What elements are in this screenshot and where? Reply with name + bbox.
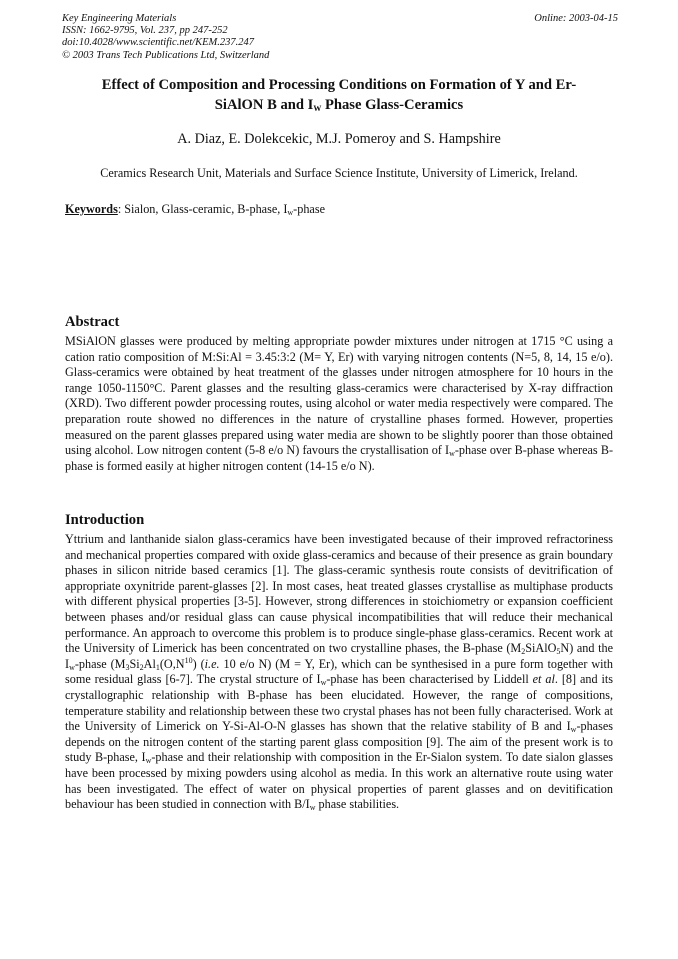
intro-part: Yttrium and lanthanide sialon glass-ceramics have been investigated because of their improved refractoriness and mechanical properties compared with oxide glass-ceramics and because of their presence as grain boundary phases in silicon nitride based ceramics [1]. The glass-ceramic synthesis route consists of devitrification of appropriate oxynitride parent-glasses [2]. In most cases, heat treated glasses crystallise as multiphase products with different physical properties [3-5]. However, strong differences in stoichiometry or expansion coefficient between phases and/or residual glass can cause physical incompatibilities that will reduce their mechanical performance. An approach to overcome this problem is to produce single-phase glass-ceramics. Recent work at the University of Limerick has been concentrated on two crystalline phases, the B-phase (M <box>65 532 613 656</box>
journal-header <box>62 13 618 62</box>
keywords <box>65 202 325 217</box>
keywords-subscript: w <box>287 208 294 217</box>
affiliation: Ceramics Research Unit, Materials and Surface Science Institute, University of Limerick, Ireland. <box>100 166 578 180</box>
keywords-colon: : <box>117 202 122 216</box>
intro-part: -phase and their relationship with composition in the Er-Sialon system. To date sialon glasses have been processed by mixing powders using alcohol as media. In this work an alternative route using water has been investigated. The effect of water on physical properties of parent glasses and on devitification behaviour has been studied in connection with B/I <box>65 750 614 812</box>
intro-sub: 3 <box>125 662 130 672</box>
keywords-text-end: -phase <box>293 202 325 216</box>
intro-sub: 2 <box>521 647 526 657</box>
doi-line[interactable]: doi:10.4028/www.scientific.net/KEM.237.247 <box>62 37 254 49</box>
intro-sub: 1 <box>155 662 160 672</box>
intro-sub: w <box>69 662 75 672</box>
title-subscript: W <box>313 104 322 113</box>
intro-italic: i.e. <box>204 656 220 671</box>
intro-part: -phases depends on the nitrogen content of the starting parent glass composition [9]. The aim of the present work is to study B-phase, I <box>65 719 613 765</box>
intro-part: Si <box>129 656 140 671</box>
authors: A. Diaz, E. Dolekcekic, M.J. Pomeroy and S. Hampshire <box>177 131 501 147</box>
intro-part: phase stabilities. <box>315 797 400 812</box>
abstract-heading: Abstract <box>65 314 120 330</box>
intro-sup: 10 <box>184 655 193 665</box>
intro-part: ) ( <box>192 656 205 671</box>
intro-part: -phase has been characterised by Liddell <box>326 672 533 687</box>
intro-part: (O,N <box>159 656 185 671</box>
introduction-text <box>65 532 613 813</box>
issn-line: ISSN: 1662-9795, Vol. 237, pp 247-252 <box>62 25 228 37</box>
intro-sub: w <box>570 725 577 735</box>
abstract-text <box>65 334 613 474</box>
intro-part: SiAlO <box>525 641 557 656</box>
title-line-2 <box>60 95 618 115</box>
intro-part: -phase (M <box>74 656 126 671</box>
intro-part: . [8] and its crystallographic relationship with B-phase has been elucidated. However, the range of compositions, temperature stability and relationship between these two crystal phases has not been fully characterised. Work at the University of Limerick on Y-Si-Al-O-N glasses has shown that the relative stability of B and I <box>65 672 613 734</box>
online-date: Online: 2003-04-15 <box>534 13 618 24</box>
intro-sub: 5 <box>556 647 561 657</box>
title-line-1: Effect of Composition and Processing Conditions on Formation of Y and Er- <box>101 77 577 93</box>
intro-sub: 2 <box>139 662 144 672</box>
title-text-end: Phase Glass-Ceramics <box>321 97 464 113</box>
intro-sub: w <box>320 678 327 688</box>
title-text: SiAlON B and I <box>214 97 314 113</box>
intro-sub: w <box>309 803 316 813</box>
abstract-part-1: MSiAlON glasses were produced by melting appropriate powder mixtures under nitrogen at 1715 °C using a cation ratio composition of M:Si:Al = 3.45:3:2 (M= Y, Er) with varying nitrogen contents (N=5, 8, 14, 15 e/o). Glass-ceramics were obtained by heat treatment of the glasses under nitrogen atmosphere for 10 hours in the range 1050-1150°C. Parent glasses and the resulting glass-ceramics were characterised by X-ray diffraction (XRD). Two different powder processing routes, using alcohol or water media respectively were compared. The preparation route showed no differences in the nature of crystalline phases formed. However, properties measured on the parent glasses prepared using water media are shown to be slightly poorer than those obtained using alcohol. Low nitrogen content (5-8 e/o N) favours the crystallisation of I <box>65 334 613 458</box>
keywords-text: Sialon, Glass-ceramic, B-phase, I <box>121 202 288 216</box>
keywords-label: Keywords <box>65 202 118 216</box>
abstract-sub-1: w <box>449 449 455 459</box>
journal-name: Key Engineering Materials <box>62 13 177 24</box>
abstract-part-2: -phase over B-phase whereas B-phase is formed easily at higher nitrogen content (14-15 e/o N). <box>65 443 614 473</box>
intro-part: 10 e/o N) (M = Y, Er), which can be synthesised in a pure form together with some residual glass [6-7]. The crystal structure of I <box>65 656 614 687</box>
introduction-heading: Introduction <box>65 512 145 528</box>
intro-part: N) and the I <box>65 641 613 671</box>
intro-sub: w <box>145 756 152 766</box>
paper-title <box>60 75 618 115</box>
copyright-line: © 2003 Trans Tech Publications Ltd, Switzerland <box>62 49 270 61</box>
intro-part: Al <box>143 656 156 671</box>
intro-italic: et al <box>532 672 555 687</box>
